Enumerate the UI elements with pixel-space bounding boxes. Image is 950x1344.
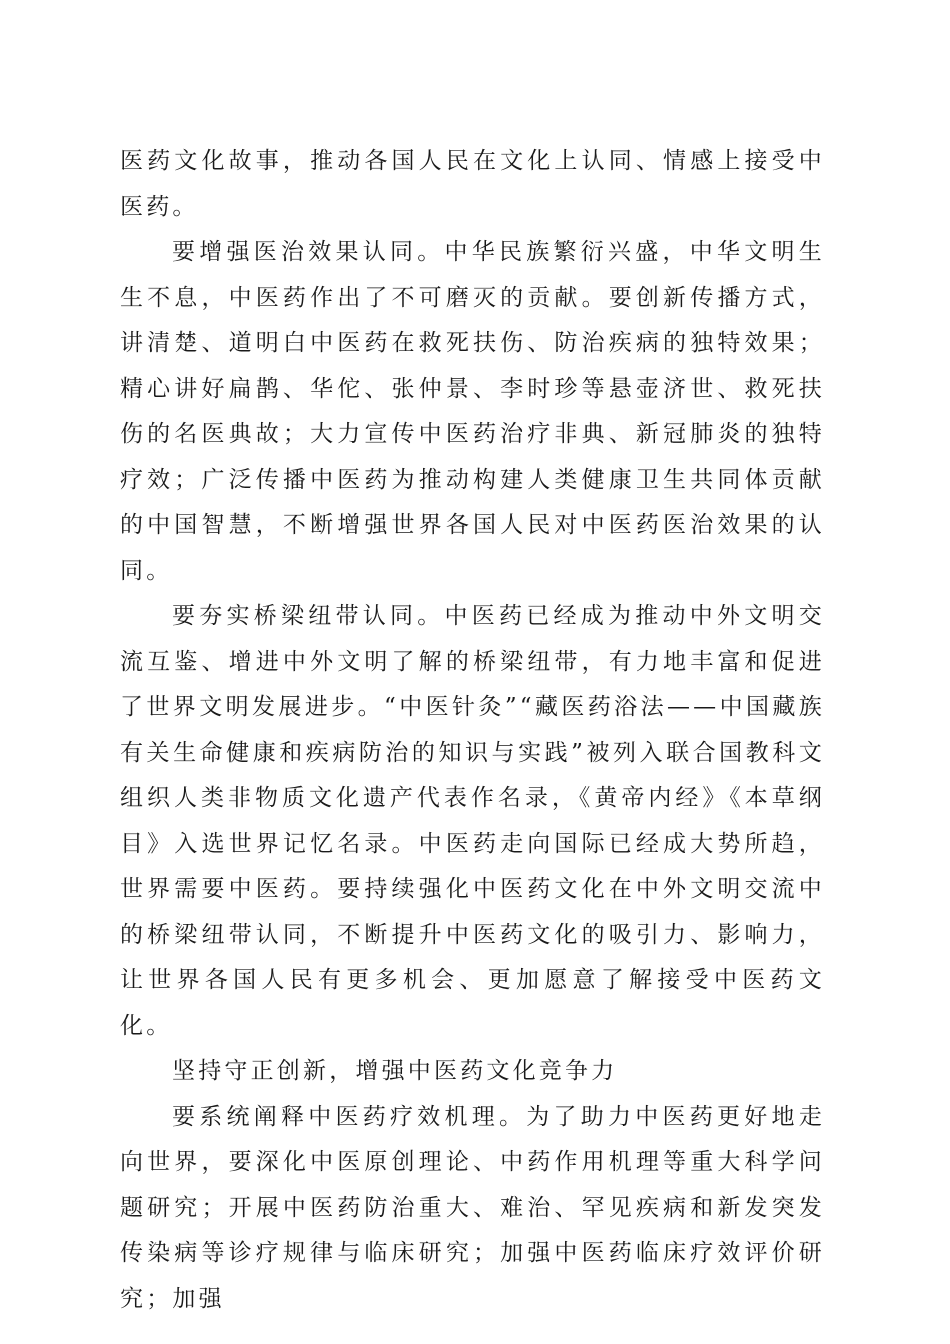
paragraph-treatment-effect: 要增强医治效果认同。中华民族繁衍兴盛，中华文明生生不息，中医药作出了不可磨灭的贡献。要创新传播方式，讲清楚、道明白中医药在救死扶伤、防治疾病的独特效果；精心讲好扁鹊、华佗、张仲景、李时珍等悬壶济世、救死扶伤的名医典故；大力宣传中医药治疗非典、新冠肺炎的独特疗效；广泛传播中医药为推动构建人类健康卫生共同体贡献的中国智慧，不断增强世界各国人民对中医药医治效果的认同。 xyxy=(120,239,825,584)
document-body xyxy=(120,139,825,1322)
section-heading: 坚持守正创新，增强中医药文化竞争力 xyxy=(172,1058,618,1084)
paragraph-continuation: 医药文化故事，推动各国人民在文化上认同、情感上接受中医药。 xyxy=(120,148,825,220)
paragraph-mechanism: 要系统阐释中医药疗效机理。为了助力中医药更好地走向世界，要深化中医原创理论、中药作用机理等重大科学问题研究；开展中医药防治重大、难治、罕见疾病和新发突发传染病等诊疗规律与临床研究；加强中医药临床疗效评价研究；加强 xyxy=(120,1103,825,1312)
paragraph-bridge-link: 要夯实桥梁纽带认同。中医药已经成为推动中外文明交流互鉴、增进中外文明了解的桥梁纽带，有力地丰富和促进了世界文明发展进步。“中医针灸”“藏医药浴法——中国藏族有关生命健康和疾病防治的知识与实践”被列入联合国教科文组织人类非物质文化遗产代表作名录，《黄帝内经》《本草纲目》入选世界记忆名录。中医药走向国际已经成大势所趋，世界需要中医药。要持续强化中医药文化在中外文明交流中的桥梁纽带认同，不断提升中医药文化的吸引力、影响力，让世界各国人民有更多机会、更加愿意了解接受中医药文化。 xyxy=(120,603,825,1039)
